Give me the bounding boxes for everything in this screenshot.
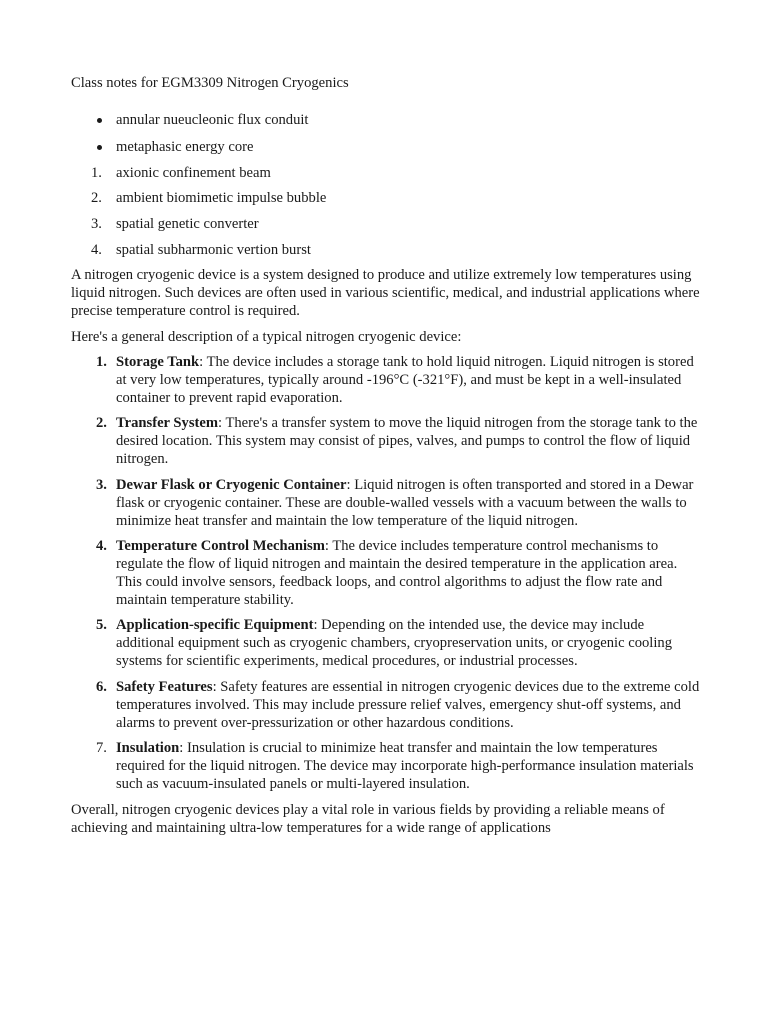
item-number: 3.	[96, 477, 107, 493]
item-term: Safety Features	[116, 679, 213, 695]
item-text: spatial genetic converter	[116, 216, 259, 232]
list-item-application-equipment	[96, 616, 706, 670]
list-item-storage-tank	[96, 353, 706, 407]
item-term: Application-specific Equipment	[116, 617, 314, 633]
item-text: spatial subharmonic vertion burst	[116, 242, 311, 258]
item-text: : The device includes a storage tank to hold liquid nitrogen. Liquid nitrogen is stored at very low temperatures, typically around -196°C (-321°F), and must be kept in a well-insulated container to prevent rapid evaporation.	[116, 354, 694, 406]
item-text: : There's a transfer system to move the liquid nitrogen from the storage tank to the desired location. This system may consist of pipes, valves, and pumps to control the flow of liquid nitrogen.	[116, 415, 698, 467]
list-item-insulation	[96, 739, 706, 793]
item-number: 7.	[96, 740, 107, 756]
item-text: : Insulation is crucial to minimize heat transfer and maintain the low temperatures required for the liquid nitrogen. The device may incorporate high-performance insulation materials such as vacuum-insulated panels or multi-layered insulation.	[116, 740, 694, 792]
item-term: Transfer System	[116, 415, 219, 431]
bullet-item	[116, 138, 254, 156]
item-number: 5.	[96, 617, 107, 633]
item-term: Temperature Control Mechanism	[116, 538, 325, 554]
numbered-item	[91, 241, 311, 259]
item-text: : The device includes temperature control mechanisms to regulate the flow of liquid nitrogen and maintain the desired temperature in the application area. This could involve sensors, feedback loops, and control algorithms to adjust the flow rate and maintain temperature stability.	[116, 538, 678, 608]
item-number: 2.	[96, 415, 107, 431]
lead-paragraph: Here's a general description of a typical nitrogen cryogenic device:	[71, 329, 462, 345]
document-title: Class notes for EGM3309 Nitrogen Cryogenics	[71, 75, 349, 91]
conclusion-paragraph: Overall, nitrogen cryogenic devices play a vital role in various fields by providing a reliable means of achieving and maintaining ultra-low temperatures for a wide range of applications	[71, 802, 665, 836]
item-text: : Depending on the intended use, the device may include additional equipment such as cryogenic chambers, cryopreservation units, or cryogenic cooling systems for scientific experiments, medical procedures, or industrial processes.	[116, 617, 673, 669]
item-text: : Liquid nitrogen is often transported and stored in a Dewar flask or cryogenic container. These are double-walled vessels with a vacuum between the walls to minimize heat transfer and maintain the low temperature of the liquid nitrogen.	[116, 477, 694, 529]
item-term: Storage Tank	[116, 354, 200, 370]
bullet-dot	[97, 145, 102, 150]
list-item-dewar-flask	[96, 476, 706, 530]
item-text: axionic confinement beam	[116, 165, 271, 181]
numbered-item	[91, 215, 259, 233]
item-number: 3.	[91, 216, 102, 232]
list-item-temperature-control	[96, 537, 706, 609]
item-number: 4.	[91, 242, 102, 258]
item-number: 2.	[91, 190, 102, 206]
item-text: ambient biomimetic impulse bubble	[116, 190, 327, 206]
item-number: 1.	[91, 165, 102, 181]
list-item-safety-features	[96, 678, 706, 732]
item-number: 1.	[96, 354, 107, 370]
item-term: Dewar Flask or Cryogenic Container	[116, 477, 347, 493]
item-number: 4.	[96, 538, 107, 554]
intro-paragraph: A nitrogen cryogenic device is a system designed to produce and utilize extremely low temperatures using liquid nitrogen. Such devices are often used in various scientific, medical, and industrial applications where precise temperature control is required.	[71, 267, 700, 319]
bullet-text: annular nueucleonic flux conduit	[116, 112, 309, 128]
numbered-item	[91, 164, 271, 182]
list-item-transfer-system	[96, 414, 706, 468]
item-term: Insulation	[116, 740, 180, 756]
item-text: : Safety features are essential in nitrogen cryogenic devices due to the extreme cold temperatures involved. This may include pressure relief valves, emergency shut-off systems, and alarms to prevent over-pressurization or other hazardous conditions.	[116, 679, 700, 731]
bullet-dot	[97, 118, 102, 123]
numbered-item	[91, 189, 327, 207]
item-number: 6.	[96, 679, 107, 695]
bullet-text: metaphasic energy core	[116, 139, 254, 155]
bullet-item	[116, 111, 309, 129]
